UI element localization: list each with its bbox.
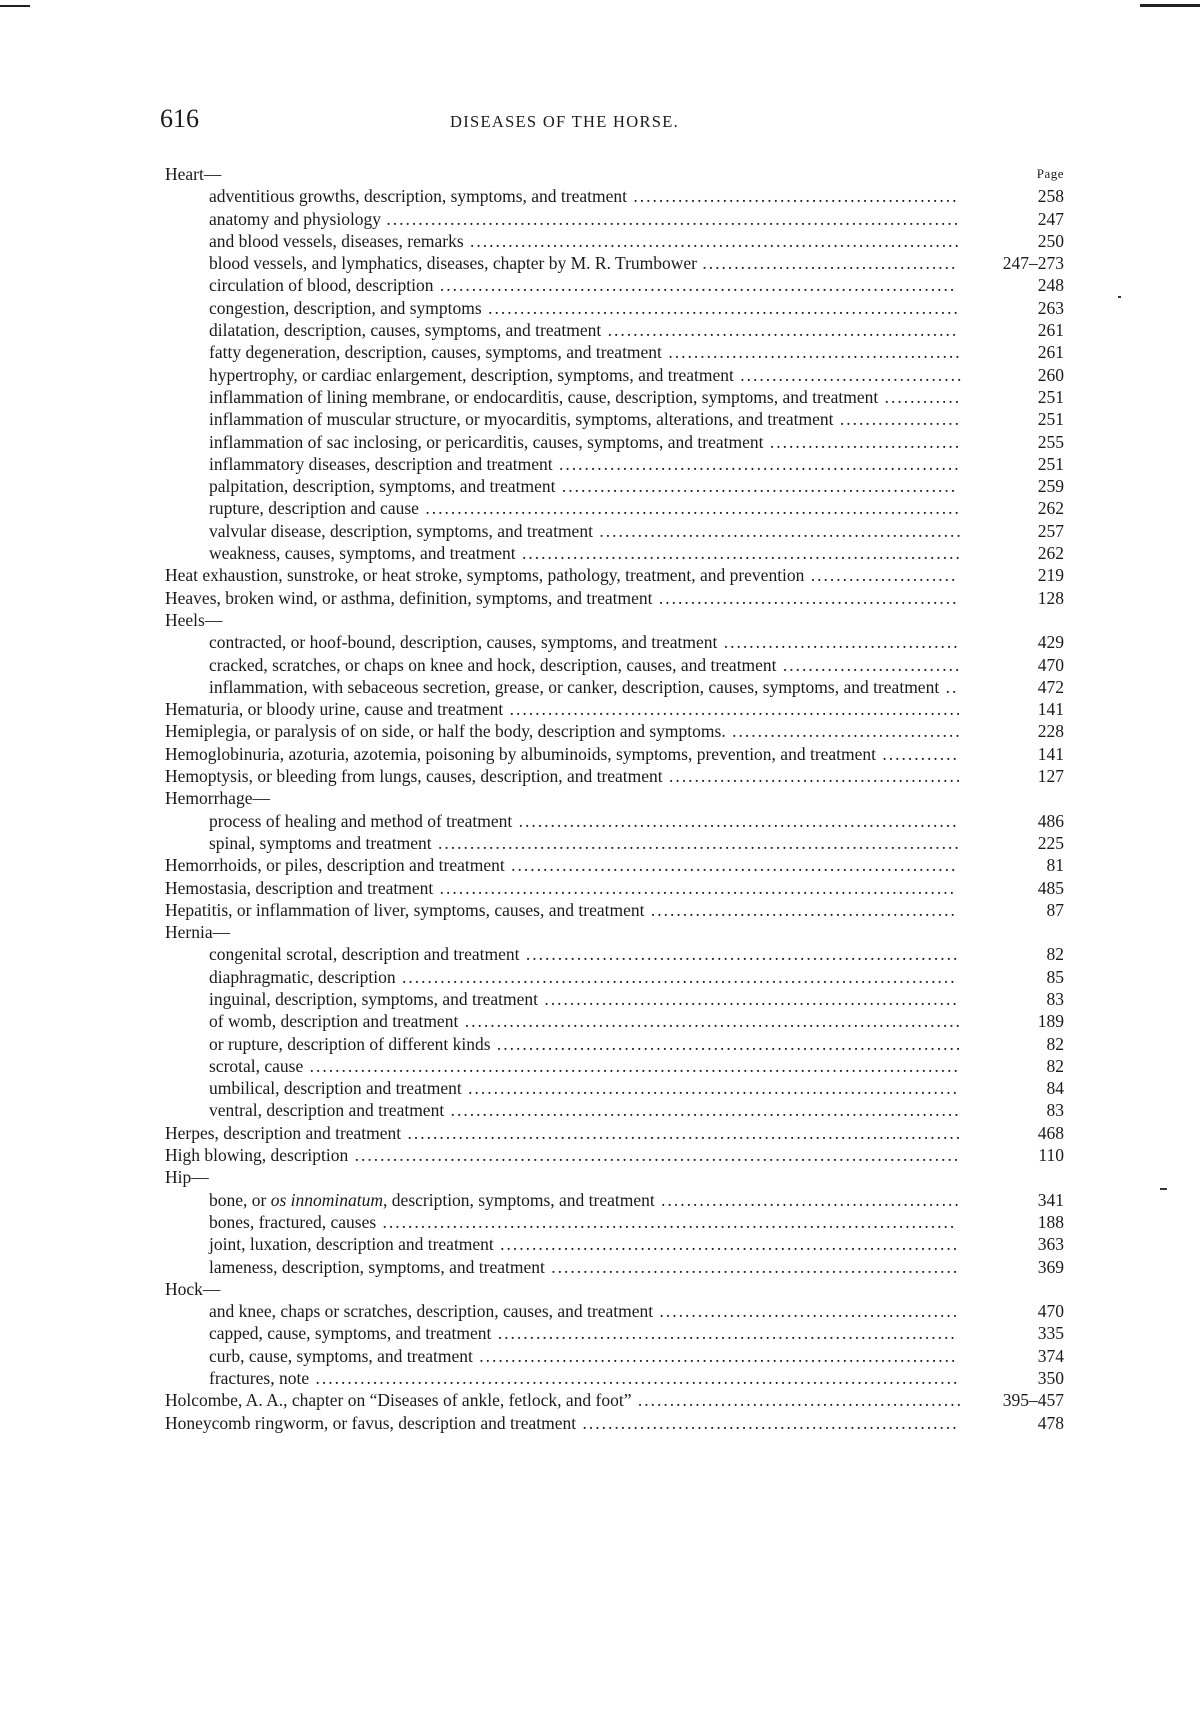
index-subentry — [165, 252, 1065, 274]
page-reference: 262 — [1037, 498, 1064, 519]
index-subentry — [165, 364, 1065, 386]
index-subentry — [165, 520, 1065, 542]
dot-leader: ...................................................................... — [504, 855, 958, 876]
entry-text: inflammation, with sebaceous secretion, grease, or canker, description, causes, symptoms, and treatment .. — [209, 676, 959, 697]
entry-text: capped, cause, symptoms, and treatment ........................................................................ — [209, 1323, 957, 1344]
page-reference: 341 — [1037, 1189, 1064, 1210]
page-reference: 255 — [1037, 431, 1064, 452]
dot-leader: .................................................................................... — [418, 498, 961, 519]
page-reference: 251 — [1037, 453, 1064, 474]
index-heading-entry — [165, 854, 1065, 876]
index-subentry — [165, 943, 1065, 965]
running-head — [160, 104, 1065, 136]
page-reference: 262 — [1037, 543, 1064, 564]
entry-text: process of healing and method of treatment ..................................................................... — [209, 810, 959, 831]
dot-leader: ........................................................................... — [472, 1345, 958, 1366]
entry-text: Hemostasia, description and treatment ................................................................................. — [165, 877, 957, 898]
page-reference: 251 — [1037, 386, 1064, 407]
page-reference: 350 — [1037, 1368, 1064, 1389]
index-subentry — [165, 1077, 1065, 1099]
dot-leader: .......................................................................................... — [379, 208, 961, 229]
dot-leader: ............................................... — [654, 1189, 961, 1210]
page-reference: 141 — [1037, 743, 1064, 764]
entry-text: Herpes, description and treatment ....................................................................................... — [165, 1122, 963, 1143]
index-subentry — [165, 654, 1065, 676]
page-reference: 83 — [1046, 988, 1064, 1009]
dot-leader: .............................................................. — [555, 476, 958, 497]
dot-leader: ....................... — [804, 565, 958, 586]
index-subentry — [165, 208, 1065, 230]
entry-text: curb, cause, symptoms, and treatment ........................................................................... — [209, 1345, 958, 1366]
page-reference: 335 — [1037, 1323, 1064, 1344]
page-reference: 82 — [1046, 944, 1064, 965]
index-subentry — [165, 497, 1065, 519]
index-heading-entry — [165, 587, 1065, 609]
entry-text: adventitious growths, description, symptoms, and treatment ................................................... — [209, 186, 959, 207]
entry-text: valvular disease, description, symptoms, and treatment ......................................................... — [209, 520, 963, 541]
entry-text: congestion, description, and symptoms .......................................................................... — [209, 297, 960, 318]
entry-text: dilatation, description, causes, symptoms, and treatment ....................................................... — [209, 320, 959, 341]
page-reference: 470 — [1037, 1301, 1064, 1322]
entry-text: umbilical, description and treatment ............................................................................. — [209, 1078, 959, 1099]
entry-text: or rupture, description of different kinds ......................................................................... — [209, 1033, 963, 1054]
page-reference: 261 — [1037, 342, 1064, 363]
index-subentry — [165, 475, 1065, 497]
entry-text: Hematuria, or bloody urine, cause and treatment ....................................................................... — [165, 699, 963, 720]
index-subentry — [165, 631, 1065, 653]
page-reference: 248 — [1037, 275, 1064, 296]
page-column-head: Page — [1036, 166, 1064, 181]
dot-leader: ...................................................................................................... — [303, 1055, 960, 1076]
page-reference: 84 — [1046, 1078, 1064, 1099]
page-reference: 363 — [1037, 1234, 1064, 1255]
index-subentry — [165, 431, 1065, 453]
dot-leader: ............................................... — [653, 1301, 960, 1322]
index-subentry — [165, 319, 1065, 341]
index-heading-entry — [165, 698, 1065, 720]
dot-leader: .......................................................................... — [481, 297, 960, 318]
index-heading-entry — [165, 1122, 1065, 1144]
dot-leader: .................................... — [725, 721, 962, 742]
entry-text: scrotal, cause ...................................................................................................... — [209, 1055, 960, 1076]
entry-text: Hemorrhage— — [165, 788, 270, 809]
dot-leader: ........................................................... — [576, 1412, 959, 1433]
dot-leader: ............................ — [776, 654, 962, 675]
entry-text: bones, fractured, causes .......................................................................................... — [209, 1211, 957, 1232]
entry-text: anatomy and physiology .......................................................................................... — [209, 208, 961, 229]
page-reference: 110 — [1038, 1145, 1064, 1166]
page-reference: 259 — [1037, 476, 1064, 497]
index-heading-entry — [165, 163, 1065, 185]
dot-leader: ........................................ — [696, 253, 958, 274]
dot-leader: .. — [939, 676, 959, 697]
page-reference: 81 — [1046, 855, 1064, 876]
dot-leader: ................................................................................. — [433, 877, 957, 898]
page-reference: 429 — [1037, 632, 1064, 653]
page-reference: 263 — [1037, 297, 1064, 318]
index-subentry — [165, 453, 1065, 475]
page-reference: 141 — [1037, 699, 1064, 720]
entry-text: spinal, symptoms and treatment .................................................................................. — [209, 832, 961, 853]
index-heading-entry — [165, 1144, 1065, 1166]
entry-text: Hernia— — [165, 922, 231, 943]
page-reference: 228 — [1037, 721, 1064, 742]
entry-text: inflammation of lining membrane, or endocarditis, cause, description, symptoms, and treatment ............ — [209, 386, 962, 407]
index-subentry — [165, 988, 1065, 1010]
index-subentry — [165, 966, 1065, 988]
page-reference: 82 — [1046, 1033, 1064, 1054]
index-subentry — [165, 1367, 1065, 1389]
running-title: DISEASES OF THE HORSE. — [450, 112, 680, 131]
entry-text: weakness, causes, symptoms, and treatment ..................................................................... — [209, 543, 962, 564]
index-subentry — [165, 1300, 1065, 1322]
entry-text: circulation of blood, description ................................................................................. — [209, 275, 957, 296]
page-reference: 395–457 — [1002, 1390, 1064, 1411]
entry-text: Hemorrhoids, or piles, description and treatment ...................................................................... — [165, 855, 958, 876]
page-reference: 128 — [1037, 587, 1064, 608]
index-heading-entry — [165, 609, 1065, 631]
entry-text: lameness, description, symptoms, and treatment ................................................................ — [209, 1256, 960, 1277]
index-heading-entry — [165, 921, 1065, 943]
entry-text: inguinal, description, symptoms, and treatment ................................................................. — [209, 988, 959, 1009]
dot-leader: ................................................... — [631, 1390, 964, 1411]
dot-leader: ............................................................................. — [461, 1078, 959, 1099]
page-reference: 258 — [1037, 186, 1064, 207]
entry-text: inflammatory diseases, description and treatment ............................................................... — [209, 453, 961, 474]
index-heading-entry — [165, 1412, 1065, 1434]
dot-leader: ..................................................................... — [515, 543, 962, 564]
page-reference: 225 — [1037, 832, 1064, 853]
dot-leader: ....................................................................................... — [401, 1122, 963, 1143]
page-reference: 85 — [1046, 966, 1064, 987]
dot-leader: ........................................................................ — [491, 1323, 957, 1344]
entry-text: contracted, or hoof-bound, description, causes, symptoms, and treatment ..................................... — [209, 632, 960, 653]
dot-leader: .............................................. — [662, 766, 963, 787]
entry-text: fractures, note ..................................................................................................... — [209, 1368, 960, 1389]
entry-text: Hemiplegia, or paralysis of on side, or half the body, description and symptoms. .................................... — [165, 721, 962, 742]
index-subentry — [165, 676, 1065, 698]
entry-text: rupture, description and cause .................................................................................... — [209, 498, 961, 519]
dot-leader: .................................................................... — [519, 944, 960, 965]
index-subentry — [165, 297, 1065, 319]
dot-leader: .................................................................................. — [431, 832, 961, 853]
dot-leader: ............................................... — [652, 587, 959, 608]
index-subentry — [165, 1099, 1065, 1121]
index-heading-entry — [165, 1278, 1065, 1300]
index-heading-entry — [165, 899, 1065, 921]
dot-leader: ................................................................. — [538, 988, 959, 1009]
entry-text: Heart— — [165, 164, 222, 184]
entry-text: inflammation of muscular structure, or myocarditis, symptoms, alterations, and treatment ................... — [209, 409, 961, 430]
entry-text: blood vessels, and lymphatics, diseases, chapter by M. R. Trumbower ........................................ — [209, 253, 958, 274]
page-reference: 478 — [1037, 1412, 1064, 1433]
index-subentry — [165, 230, 1065, 252]
entry-text: Heaves, broken wind, or asthma, definition, symptoms, and treatment ............................................... — [165, 587, 959, 608]
page-reference: 127 — [1037, 766, 1064, 787]
dot-leader: .............................. — [763, 431, 962, 452]
dot-leader: ........................................................................ — [493, 1234, 960, 1255]
index-heading-entry — [165, 743, 1065, 765]
entry-text: and blood vessels, diseases, remarks ............................................................................. — [209, 230, 961, 251]
index-heading-entry — [165, 877, 1065, 899]
entry-text: Heels— — [165, 609, 223, 630]
index-subentry — [165, 1256, 1065, 1278]
page-reference: 470 — [1037, 654, 1064, 675]
page-reference: 251 — [1037, 409, 1064, 430]
dot-leader: .......................................................................................... — [376, 1211, 957, 1232]
entry-text: Hepatitis, or inflammation of liver, symptoms, causes, and treatment ................................................ — [165, 899, 957, 920]
page-reference: 247 — [1037, 208, 1064, 229]
entry-text: ventral, description and treatment ................................................................................ — [209, 1100, 961, 1121]
scan-speck — [1160, 1188, 1167, 1190]
page-reference: 87 — [1046, 899, 1064, 920]
dot-leader: ....................................................................................... — [395, 966, 957, 987]
dot-leader: ............ — [878, 386, 962, 407]
entry-text: inflammation of sac inclosing, or pericarditis, causes, symptoms, and treatment .............................. — [209, 431, 962, 452]
entry-text: Hemoglobinuria, azoturia, azotemia, poisoning by albuminoids, symptoms, prevention, and treatment ............ — [165, 743, 959, 764]
page-reference: 369 — [1037, 1256, 1064, 1277]
page-reference: 472 — [1037, 676, 1064, 697]
dot-leader: ............................................................... — [552, 453, 961, 474]
entry-text: joint, luxation, description and treatment ........................................................................ — [209, 1234, 960, 1255]
index-heading-entry — [165, 564, 1065, 586]
dot-leader: ................................... — [733, 364, 964, 385]
dot-leader: ......................................................................... — [490, 1033, 963, 1054]
entry-text: of womb, description and treatment .............................................................................. — [209, 1011, 962, 1032]
page-reference: 486 — [1037, 810, 1064, 831]
entry-text: congenital scrotal, description and treatment .................................................................... — [209, 944, 960, 965]
entry-text: bone, or os innominatum, description, symptoms, and treatment ............................................... — [209, 1189, 961, 1210]
scan-edge-mark-left — [0, 5, 30, 7]
entry-text: Hip— — [165, 1167, 209, 1188]
index-list — [165, 163, 1065, 1434]
dot-leader: ..................................................................................................... — [309, 1368, 960, 1389]
index-subentry — [165, 274, 1065, 296]
dot-leader: ................... — [833, 409, 961, 430]
index-subentry — [165, 1345, 1065, 1367]
entry-text: and knee, chaps or scratches, description, causes, and treatment ............................................... — [209, 1301, 960, 1322]
page-reference: 485 — [1037, 877, 1064, 898]
entry-text: Heat exhaustion, sunstroke, or heat stroke, symptoms, pathology, treatment, and prevention ....................... — [165, 565, 958, 586]
dot-leader: ..................................... — [717, 632, 960, 653]
dot-leader: ............ — [876, 743, 959, 764]
entry-text: hypertrophy, or cardiac enlargement, description, symptoms, and treatment ................................... — [209, 364, 964, 385]
page-reference: 250 — [1037, 230, 1064, 251]
scan-edge-mark-right — [1140, 4, 1200, 7]
index-subentry — [165, 185, 1065, 207]
scan-speck — [1118, 296, 1121, 298]
page-reference: 260 — [1037, 364, 1064, 385]
index-subentry — [165, 1211, 1065, 1233]
index-subentry — [165, 408, 1065, 430]
page-reference: 219 — [1037, 565, 1064, 586]
entry-text: diaphragmatic, description ....................................................................................... — [209, 966, 957, 987]
dot-leader: ................................................................................ — [444, 1100, 961, 1121]
index-subentry — [165, 386, 1065, 408]
dot-leader: ................................................ — [644, 899, 957, 920]
index-subentry — [165, 1033, 1065, 1055]
index-subentry — [165, 341, 1065, 363]
page-reference: 188 — [1037, 1211, 1064, 1232]
dot-leader: ................................................................................. — [433, 275, 957, 296]
entry-text: Honeycomb ringworm, or favus, description and treatment ........................................................... — [165, 1412, 959, 1433]
entry-text: High blowing, description ............................................................................................... — [165, 1145, 961, 1166]
dot-leader: .............................................................................. — [458, 1011, 962, 1032]
index-heading-entry — [165, 720, 1065, 742]
dot-leader: ....................................................... — [601, 320, 959, 341]
entry-text: Hock— — [165, 1278, 221, 1299]
dot-leader: ................................................... — [627, 186, 959, 207]
page-number: 616 — [160, 104, 199, 133]
index-subentry — [165, 1010, 1065, 1032]
entry-text: Hemoptysis, or bleeding from lungs, causes, description, and treatment .............................................. — [165, 766, 963, 787]
index-heading-entry — [165, 1166, 1065, 1188]
entry-text: fatty degeneration, description, causes, symptoms, and treatment .............................................. — [209, 342, 962, 363]
dot-leader: ............................................................................. — [463, 230, 961, 251]
page-reference: 257 — [1037, 520, 1064, 541]
index-heading-entry — [165, 765, 1065, 787]
index-subentry — [165, 1322, 1065, 1344]
dot-leader: ................................................................ — [544, 1256, 960, 1277]
index-subentry — [165, 1189, 1065, 1211]
dot-leader: ..................................................................... — [512, 810, 959, 831]
page-reference: 261 — [1037, 320, 1064, 341]
index-heading-entry — [165, 1389, 1065, 1411]
entry-text: palpitation, description, symptoms, and treatment .............................................................. — [209, 476, 958, 497]
entry-text: cracked, scratches, or chaps on knee and hock, description, causes, and treatment ............................ — [209, 654, 962, 675]
index-subentry — [165, 1233, 1065, 1255]
dot-leader: ............................................................................................... — [348, 1145, 961, 1166]
page-reference: 83 — [1046, 1100, 1064, 1121]
page-reference: 247–273 — [1002, 253, 1064, 274]
index-subentry — [165, 832, 1065, 854]
index-subentry — [165, 1055, 1065, 1077]
index-subentry — [165, 810, 1065, 832]
page-reference: 189 — [1037, 1011, 1064, 1032]
entry-text: Holcombe, A. A., chapter on “Diseases of ankle, fetlock, and foot” ................................................... — [165, 1390, 964, 1411]
dot-leader: .............................................. — [661, 342, 962, 363]
dot-leader: ......................................................... — [592, 520, 963, 541]
page-reference: 82 — [1046, 1055, 1064, 1076]
dot-leader: ....................................................................... — [503, 699, 963, 720]
index-heading-entry — [165, 787, 1065, 809]
page-reference: 468 — [1037, 1122, 1064, 1143]
page-reference: 374 — [1037, 1345, 1064, 1366]
index-subentry — [165, 542, 1065, 564]
